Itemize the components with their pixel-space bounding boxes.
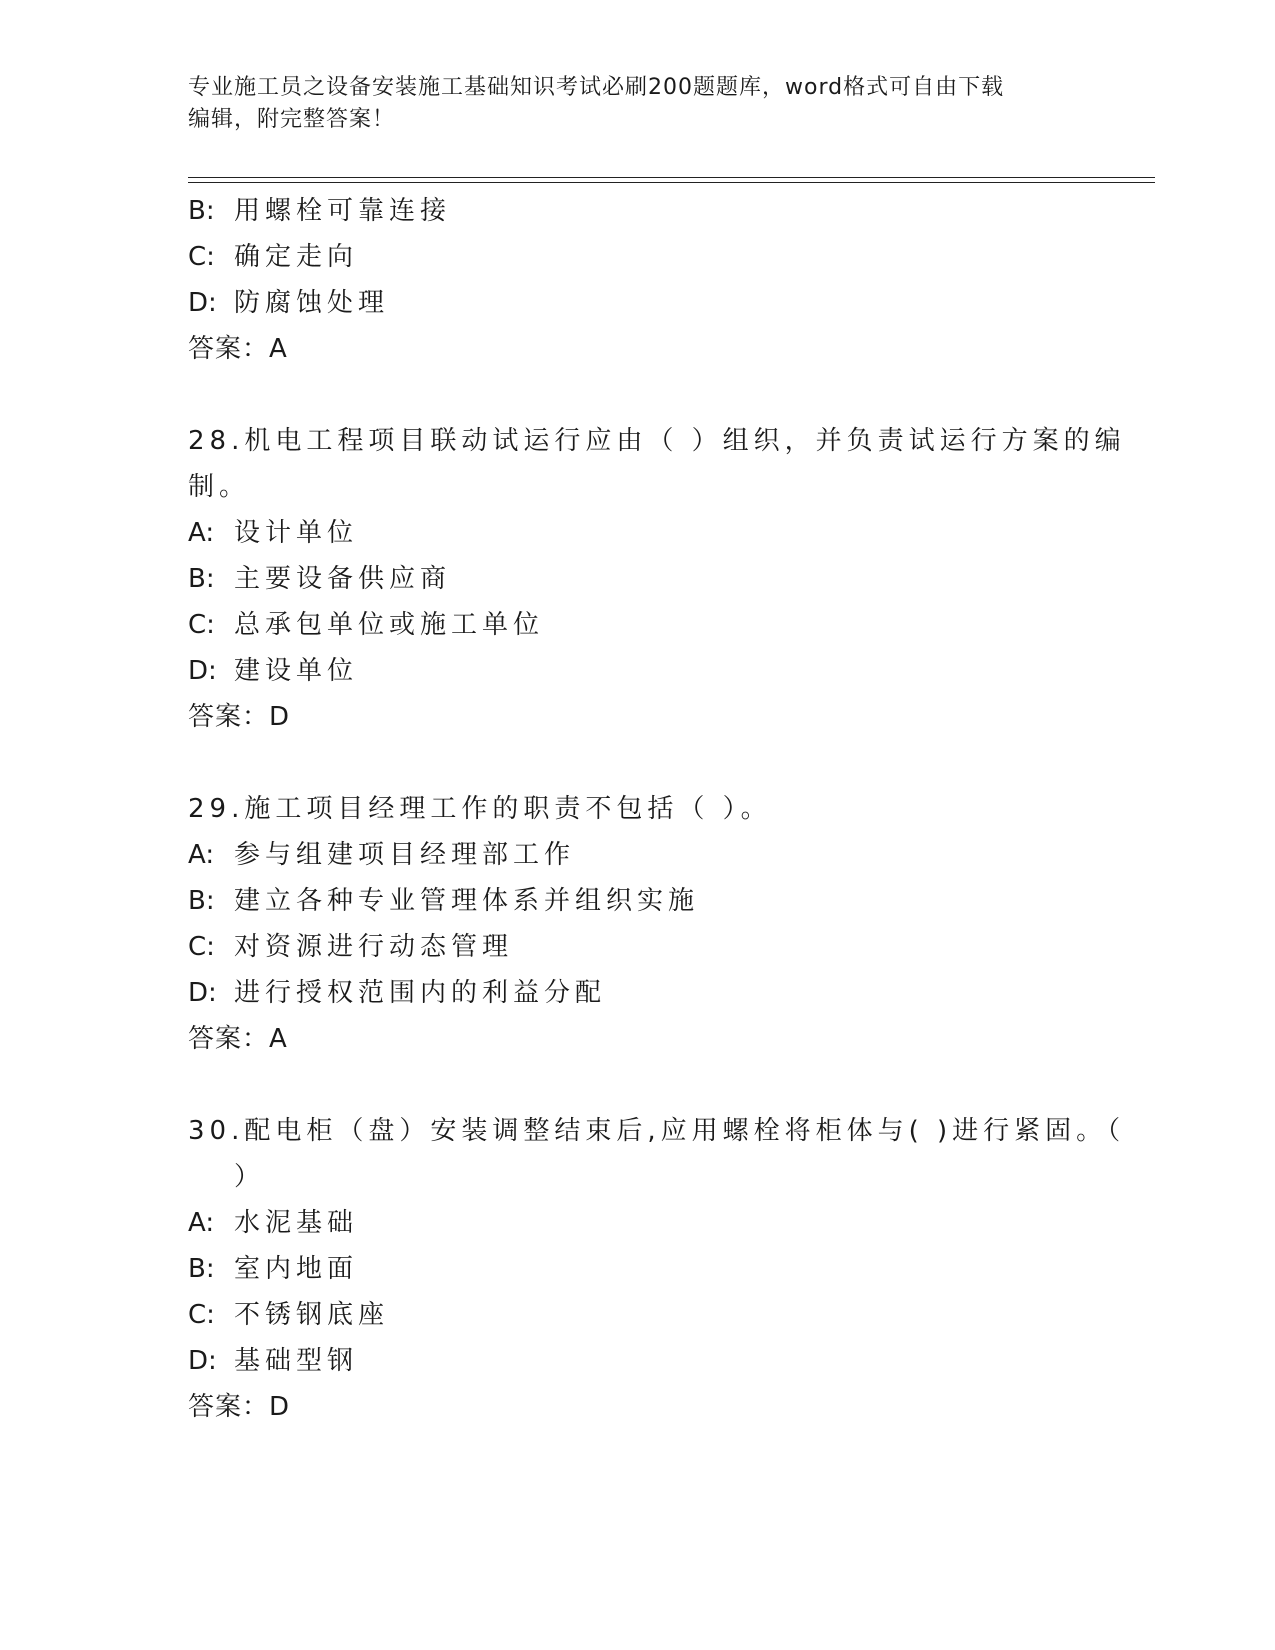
option-b <box>188 878 1088 924</box>
header-divider-top <box>188 177 1155 178</box>
question-30 <box>188 1108 1126 1430</box>
option-b <box>188 188 1088 234</box>
option-text: 水泥基础 <box>234 1208 359 1238</box>
question-stem-line-2: 制。 <box>188 472 251 502</box>
option-text: 总承包单位或施工单位 <box>234 610 545 640</box>
option-a <box>188 510 1088 556</box>
option-text: 建立各种专业管理体系并组织实施 <box>234 886 700 916</box>
option-c <box>188 602 1088 648</box>
question-stem-line-1: 28.机电工程项目联动试运行应由（ ）组织，并负责试运行方案的编 <box>188 426 1126 456</box>
option-letter: A: <box>188 1208 215 1238</box>
question-stem-line-1: 29.施工项目经理工作的职责不包括（ ）。 <box>188 794 772 824</box>
question-stem-line-1: 30.配电柜（盘）安装调整结束后,应用螺栓将柜体与( )进行紧固。（ <box>188 1116 1126 1146</box>
option-text: 防腐蚀处理 <box>234 288 390 318</box>
option-letter: B: <box>188 564 215 594</box>
question-list <box>188 188 1126 1430</box>
option-letter: D: <box>188 978 217 1008</box>
option-text: 建设单位 <box>234 656 359 686</box>
option-letter: D: <box>188 1346 217 1376</box>
option-text: 主要设备供应商 <box>234 564 452 594</box>
question-stem <box>188 786 1088 832</box>
option-a <box>188 1200 1088 1246</box>
option-letter: C: <box>188 610 215 640</box>
option-b <box>188 556 1088 602</box>
option-text: 进行授权范围内的利益分配 <box>234 978 607 1008</box>
option-text: 对资源进行动态管理 <box>234 932 514 962</box>
question-28 <box>188 418 1126 740</box>
answer-line: 答案：A <box>188 1024 288 1054</box>
answer-line: 答案：D <box>188 1392 291 1422</box>
option-d <box>188 280 1088 326</box>
option-letter: C: <box>188 1300 215 1330</box>
header-line-1: 专业施工员之设备安装施工基础知识考试必刷200题题库，word格式可自由下载 <box>188 75 1005 100</box>
option-d <box>188 970 1088 1016</box>
option-letter: A: <box>188 518 215 548</box>
option-text: 确定走向 <box>234 242 359 272</box>
header-line-2: 编辑，附完整答案！ <box>188 107 396 132</box>
option-d <box>188 1338 1088 1384</box>
option-d <box>188 648 1088 694</box>
option-text: 用螺栓可靠连接 <box>234 196 452 226</box>
document-header <box>188 72 1088 136</box>
option-text: 不锈钢底座 <box>234 1300 390 1330</box>
option-text: 设计单位 <box>234 518 359 548</box>
question-stem-line-2: ） <box>234 1162 266 1192</box>
option-letter: A: <box>188 840 215 870</box>
question-stem <box>188 1108 1126 1200</box>
answer-line: 答案：D <box>188 702 291 732</box>
option-letter: D: <box>188 656 217 686</box>
answer-line: 答案：A <box>188 334 288 364</box>
option-c <box>188 234 1088 280</box>
option-letter: B: <box>188 886 215 916</box>
option-b <box>188 1246 1088 1292</box>
header-divider-bottom <box>188 182 1155 183</box>
question-27 <box>188 188 1088 372</box>
option-letter: C: <box>188 242 215 272</box>
question-29 <box>188 786 1088 1062</box>
option-letter: B: <box>188 196 215 226</box>
option-letter: C: <box>188 932 215 962</box>
option-letter: B: <box>188 1254 215 1284</box>
option-a <box>188 832 1088 878</box>
option-text: 基础型钢 <box>234 1346 359 1376</box>
option-text: 室内地面 <box>234 1254 359 1284</box>
option-letter: D: <box>188 288 217 318</box>
option-text: 参与组建项目经理部工作 <box>234 840 576 870</box>
option-c <box>188 1292 1088 1338</box>
option-c <box>188 924 1088 970</box>
question-stem <box>188 418 1126 510</box>
